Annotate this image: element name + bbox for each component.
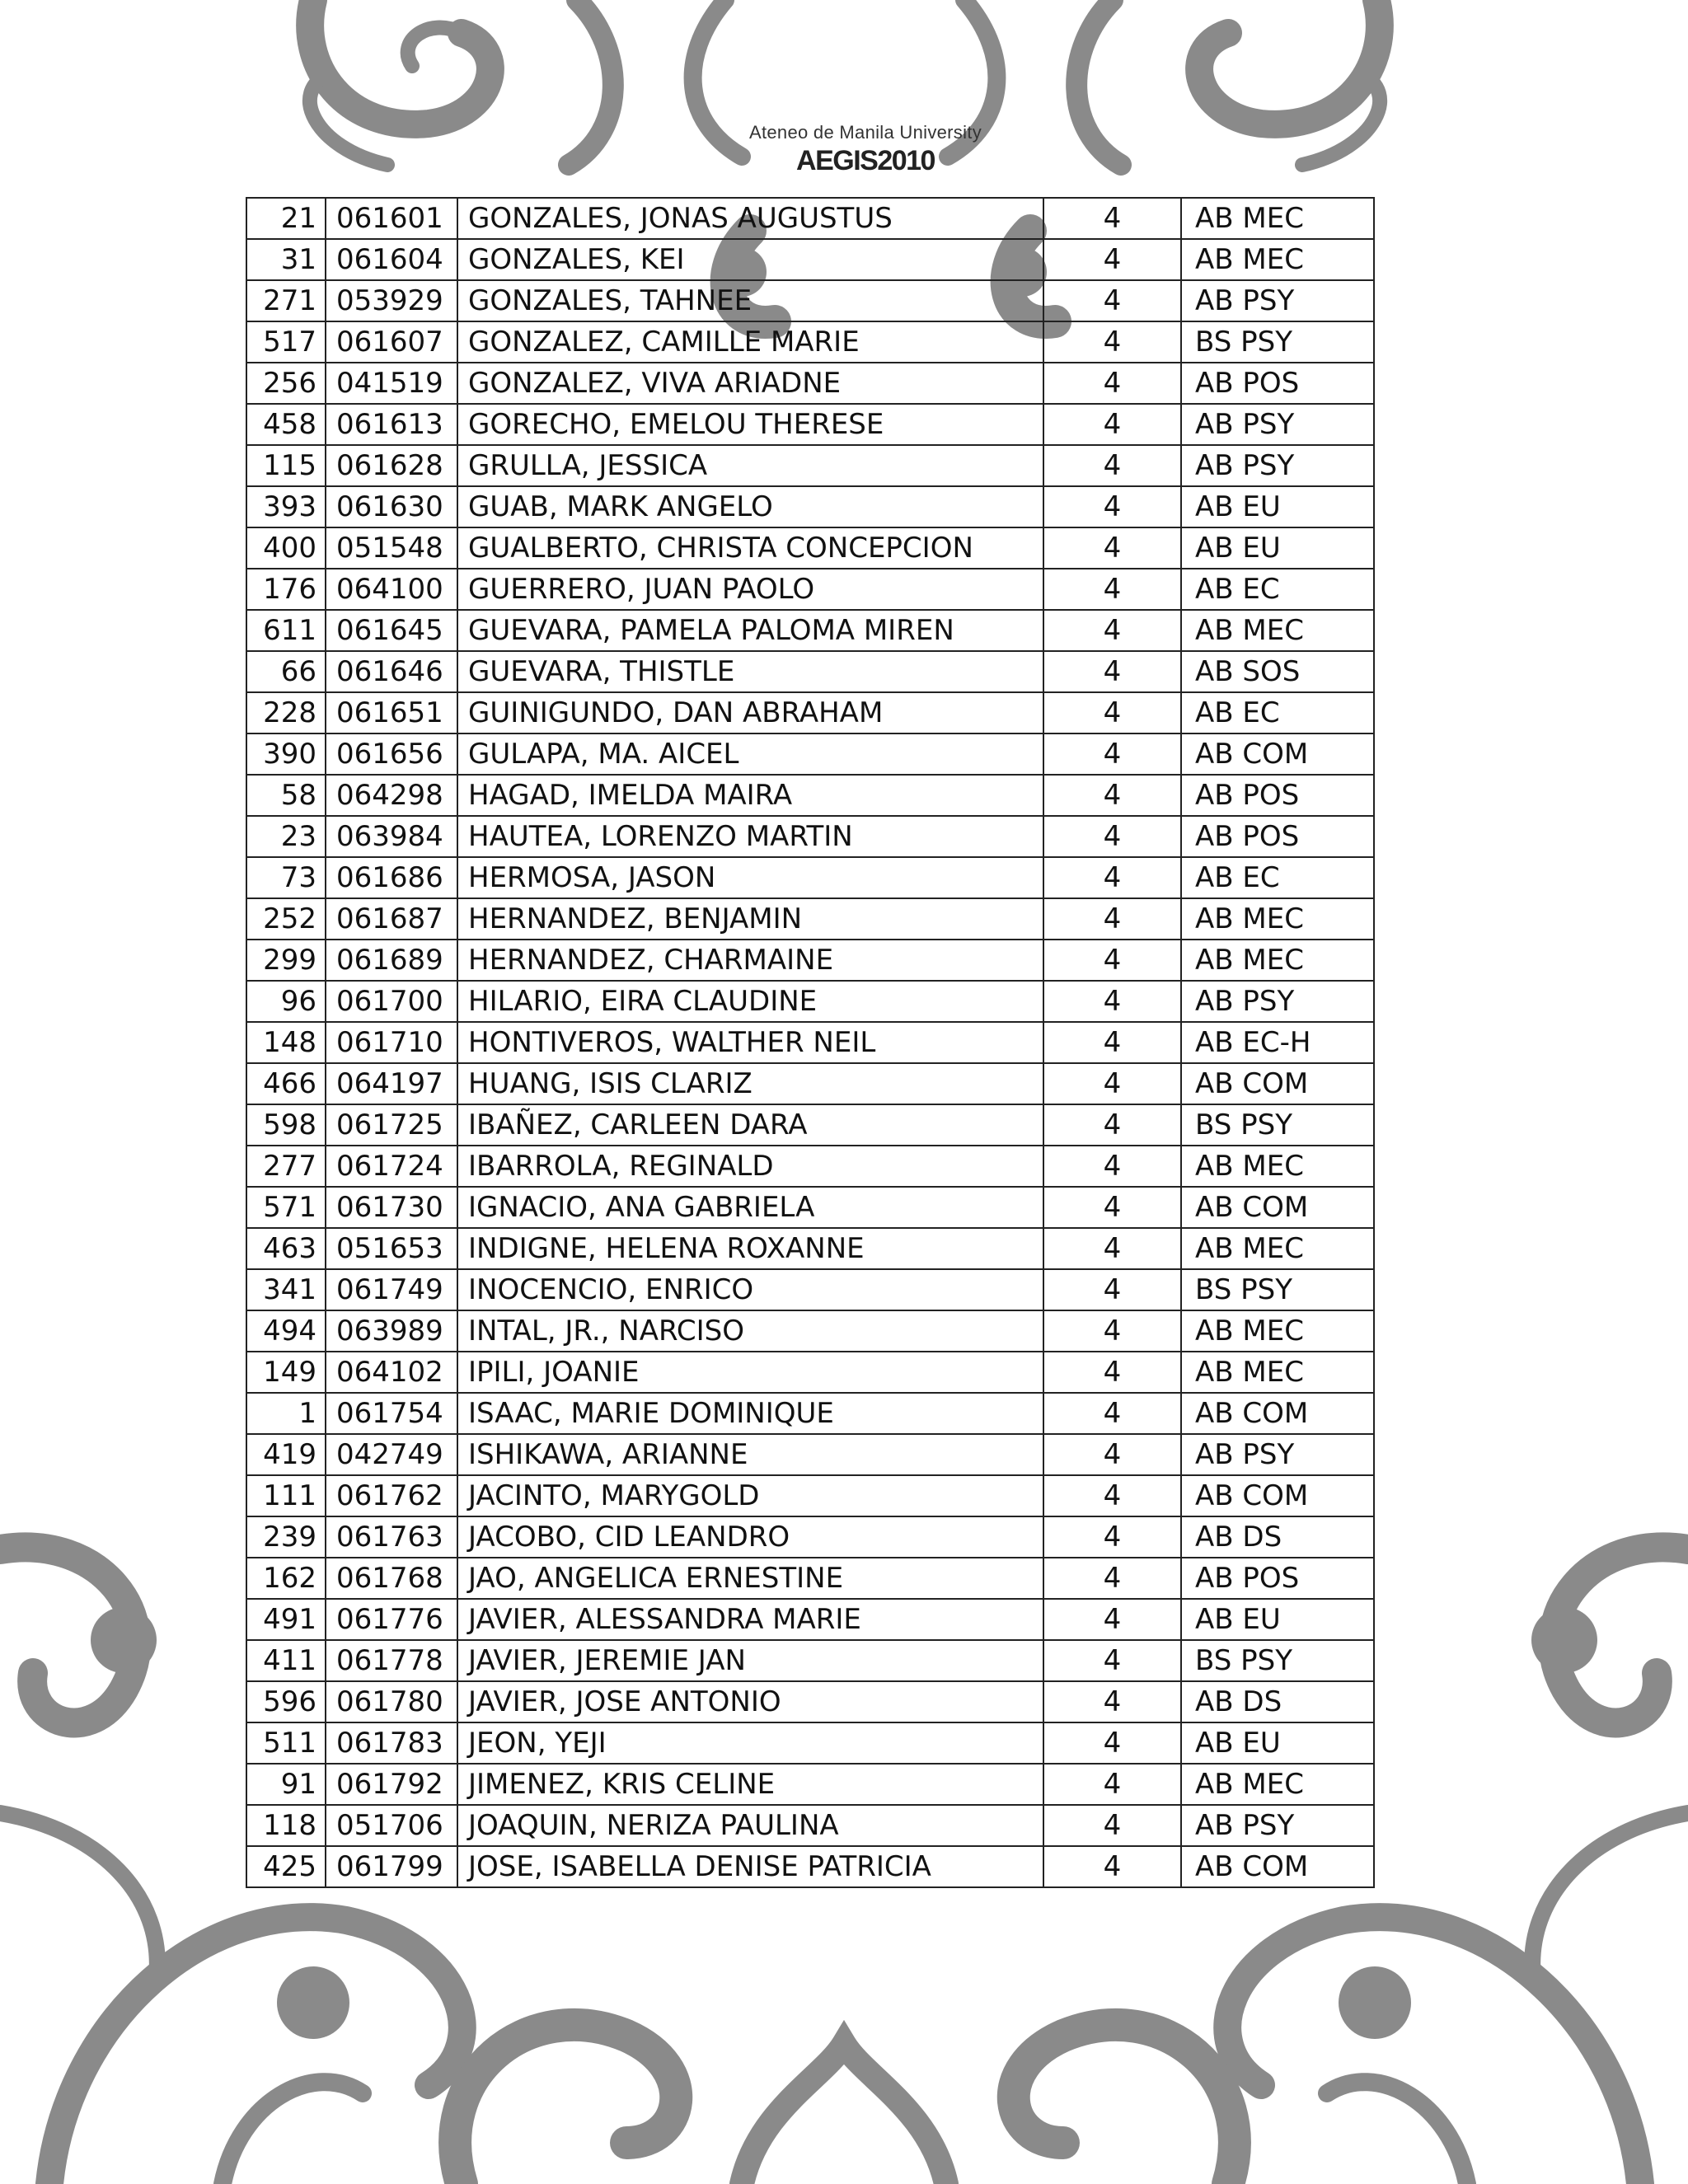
year-level-cell: 4 [1043,733,1181,775]
student-name-cell: HONTIVEROS, WALTHER NEIL [457,1022,1043,1063]
year-level-cell: 4 [1043,1681,1181,1722]
student-name-cell: ISAAC, MARIE DOMINIQUE [457,1393,1043,1434]
row-number-cell: 419 [246,1434,326,1475]
student-id-cell: 051548 [326,527,457,569]
year-level-cell: 4 [1043,404,1181,445]
student-id-cell: 061710 [326,1022,457,1063]
course-cell: AB DS [1181,1516,1374,1558]
row-number-cell: 118 [246,1805,326,1846]
student-name-cell: JAVIER, ALESSANDRA MARIE [457,1599,1043,1640]
year-level-cell: 4 [1043,1640,1181,1681]
student-name-cell: HAGAD, IMELDA MAIRA [457,775,1043,816]
table-row [246,1352,1374,1393]
student-id-cell: 064102 [326,1352,457,1393]
year-level-cell: 4 [1043,692,1181,733]
year-level-cell: 4 [1043,363,1181,404]
student-id-cell: 061607 [326,321,457,363]
course-cell: AB MEC [1181,1146,1374,1187]
course-cell: BS PSY [1181,321,1374,363]
table-row [246,569,1374,610]
year-level-cell: 4 [1043,940,1181,981]
student-name-cell: JEON, YEJI [457,1722,1043,1764]
row-number-cell: 511 [246,1722,326,1764]
student-name-cell: IBARROLA, REGINALD [457,1146,1043,1187]
year-level-cell: 4 [1043,1434,1181,1475]
student-name-cell: GRULLA, JESSICA [457,445,1043,486]
course-cell: AB EC-H [1181,1022,1374,1063]
student-name-cell: GONZALEZ, CAMILLE MARIE [457,321,1043,363]
row-number-cell: 571 [246,1187,326,1228]
table-row [246,404,1374,445]
year-level-cell: 4 [1043,321,1181,363]
student-id-cell: 061780 [326,1681,457,1722]
course-cell: AB PSY [1181,1805,1374,1846]
year-level-cell: 4 [1043,569,1181,610]
table-row [246,1228,1374,1269]
student-name-cell: INDIGNE, HELENA ROXANNE [457,1228,1043,1269]
course-cell: AB EC [1181,857,1374,898]
student-id-cell: 063984 [326,816,457,857]
student-name-cell: GUEVARA, PAMELA PALOMA MIREN [457,610,1043,651]
roster-body [246,198,1374,1887]
student-id-cell: 064100 [326,569,457,610]
student-name-cell: HAUTEA, LORENZO MARTIN [457,816,1043,857]
year-level-cell: 4 [1043,1393,1181,1434]
course-cell: AB MEC [1181,898,1374,940]
student-id-cell: 061646 [326,651,457,692]
student-name-cell: GUEVARA, THISTLE [457,651,1043,692]
table-row [246,1846,1374,1887]
table-row [246,651,1374,692]
student-name-cell: HERNANDEZ, BENJAMIN [457,898,1043,940]
student-id-cell: 061630 [326,486,457,527]
student-roster-table [246,197,1375,1888]
student-name-cell: JOSE, ISABELLA DENISE PATRICIA [457,1846,1043,1887]
student-id-cell: 041519 [326,363,457,404]
student-name-cell: GULAPA, MA. AICEL [457,733,1043,775]
row-number-cell: 491 [246,1599,326,1640]
year-level-cell: 4 [1043,527,1181,569]
course-cell: AB MEC [1181,1310,1374,1352]
row-number-cell: 228 [246,692,326,733]
course-cell: AB EU [1181,1599,1374,1640]
year-level-cell: 4 [1043,857,1181,898]
table-row [246,1104,1374,1146]
row-number-cell: 277 [246,1146,326,1187]
table-row [246,981,1374,1022]
table-row [246,486,1374,527]
student-id-cell: 064298 [326,775,457,816]
row-number-cell: 256 [246,363,326,404]
student-id-cell: 061724 [326,1146,457,1187]
table-row [246,527,1374,569]
course-cell: AB MEC [1181,610,1374,651]
row-number-cell: 341 [246,1269,326,1310]
course-cell: AB PSY [1181,981,1374,1022]
course-cell: AB POS [1181,816,1374,857]
table-row [246,1310,1374,1352]
row-number-cell: 1 [246,1393,326,1434]
table-row [246,1434,1374,1475]
row-number-cell: 271 [246,280,326,321]
year-level-cell: 4 [1043,816,1181,857]
table-row [246,363,1374,404]
table-row [246,1640,1374,1681]
student-name-cell: IGNACIO, ANA GABRIELA [457,1187,1043,1228]
row-number-cell: 91 [246,1764,326,1805]
student-id-cell: 061763 [326,1516,457,1558]
course-cell: AB COM [1181,733,1374,775]
student-id-cell: 061783 [326,1722,457,1764]
student-id-cell: 061776 [326,1599,457,1640]
student-id-cell: 061645 [326,610,457,651]
student-name-cell: HERNANDEZ, CHARMAINE [457,940,1043,981]
year-level-cell: 4 [1043,280,1181,321]
student-id-cell: 061651 [326,692,457,733]
row-number-cell: 463 [246,1228,326,1269]
student-id-cell: 061730 [326,1187,457,1228]
student-id-cell: 061792 [326,1764,457,1805]
row-number-cell: 466 [246,1063,326,1104]
course-cell: AB MEC [1181,1764,1374,1805]
student-id-cell: 061778 [326,1640,457,1681]
student-id-cell: 051706 [326,1805,457,1846]
table-row [246,239,1374,280]
year-level-cell: 4 [1043,198,1181,239]
student-id-cell: 063989 [326,1310,457,1352]
course-cell: AB EU [1181,1722,1374,1764]
row-number-cell: 176 [246,569,326,610]
year-level-cell: 4 [1043,651,1181,692]
row-number-cell: 299 [246,940,326,981]
course-cell: AB EU [1181,486,1374,527]
year-level-cell: 4 [1043,1310,1181,1352]
student-name-cell: GUALBERTO, CHRISTA CONCEPCION [457,527,1043,569]
row-number-cell: 494 [246,1310,326,1352]
course-cell: BS PSY [1181,1640,1374,1681]
student-name-cell: GONZALES, TAHNEE [457,280,1043,321]
course-cell: AB EC [1181,569,1374,610]
row-number-cell: 239 [246,1516,326,1558]
table-row [246,1681,1374,1722]
year-level-cell: 4 [1043,239,1181,280]
year-level-cell: 4 [1043,1146,1181,1187]
row-number-cell: 596 [246,1681,326,1722]
student-name-cell: JAVIER, JOSE ANTONIO [457,1681,1043,1722]
student-name-cell: JAO, ANGELICA ERNESTINE [457,1558,1043,1599]
row-number-cell: 162 [246,1558,326,1599]
student-name-cell: GORECHO, EMELOU THERESE [457,404,1043,445]
course-cell: AB PSY [1181,445,1374,486]
row-number-cell: 598 [246,1104,326,1146]
course-cell: AB PSY [1181,404,1374,445]
student-name-cell: HUANG, ISIS CLARIZ [457,1063,1043,1104]
year-level-cell: 4 [1043,445,1181,486]
year-level-cell: 4 [1043,1269,1181,1310]
student-id-cell: 061762 [326,1475,457,1516]
student-name-cell: ISHIKAWA, ARIANNE [457,1434,1043,1475]
student-id-cell: 061754 [326,1393,457,1434]
year-level-cell: 4 [1043,1022,1181,1063]
course-cell: AB MEC [1181,1352,1374,1393]
student-name-cell: GUINIGUNDO, DAN ABRAHAM [457,692,1043,733]
row-number-cell: 400 [246,527,326,569]
table-row [246,1063,1374,1104]
year-level-cell: 4 [1043,1475,1181,1516]
student-name-cell: JOAQUIN, NERIZA PAULINA [457,1805,1043,1846]
row-number-cell: 517 [246,321,326,363]
row-number-cell: 611 [246,610,326,651]
student-id-cell: 061601 [326,198,457,239]
row-number-cell: 390 [246,733,326,775]
course-cell: AB POS [1181,775,1374,816]
table-row [246,1187,1374,1228]
course-cell: AB DS [1181,1681,1374,1722]
year-level-cell: 4 [1043,1558,1181,1599]
table-row [246,1516,1374,1558]
student-name-cell: JIMENEZ, KRIS CELINE [457,1764,1043,1805]
row-number-cell: 66 [246,651,326,692]
course-cell: BS PSY [1181,1104,1374,1146]
course-cell: AB PSY [1181,1434,1374,1475]
row-number-cell: 111 [246,1475,326,1516]
table-row [246,898,1374,940]
student-id-cell: 061689 [326,940,457,981]
year-level-cell: 4 [1043,486,1181,527]
student-name-cell: HILARIO, EIRA CLAUDINE [457,981,1043,1022]
course-cell: AB COM [1181,1187,1374,1228]
course-cell: AB COM [1181,1475,1374,1516]
table-row [246,1146,1374,1187]
year-level-cell: 4 [1043,1104,1181,1146]
course-cell: AB POS [1181,363,1374,404]
table-row [246,1805,1374,1846]
student-name-cell: IPILI, JOANIE [457,1352,1043,1393]
student-name-cell: INTAL, JR., NARCISO [457,1310,1043,1352]
table-row [246,1022,1374,1063]
university-name: Ateneo de Manila University [748,122,982,143]
table-row [246,1722,1374,1764]
course-cell: AB PSY [1181,280,1374,321]
student-id-cell: 061686 [326,857,457,898]
student-name-cell: INOCENCIO, ENRICO [457,1269,1043,1310]
row-number-cell: 425 [246,1846,326,1887]
page-header [692,122,1039,188]
year-level-cell: 4 [1043,1228,1181,1269]
table-row [246,940,1374,981]
table-row [246,857,1374,898]
course-cell: AB SOS [1181,651,1374,692]
course-cell: AB COM [1181,1846,1374,1887]
row-number-cell: 31 [246,239,326,280]
row-number-cell: 73 [246,857,326,898]
year-level-cell: 4 [1043,1764,1181,1805]
year-level-cell: 4 [1043,1805,1181,1846]
student-name-cell: GONZALEZ, VIVA ARIADNE [457,363,1043,404]
student-id-cell: 061700 [326,981,457,1022]
year-level-cell: 4 [1043,1187,1181,1228]
course-cell: AB MEC [1181,239,1374,280]
table-row [246,610,1374,651]
year-level-cell: 4 [1043,1352,1181,1393]
student-id-cell: 061799 [326,1846,457,1887]
student-id-cell: 061687 [326,898,457,940]
student-id-cell: 053929 [326,280,457,321]
year-level-cell: 4 [1043,898,1181,940]
student-id-cell: 064197 [326,1063,457,1104]
table-row [246,733,1374,775]
year-level-cell: 4 [1043,1516,1181,1558]
year-level-cell: 4 [1043,775,1181,816]
student-name-cell: JACINTO, MARYGOLD [457,1475,1043,1516]
student-id-cell: 061604 [326,239,457,280]
row-number-cell: 21 [246,198,326,239]
course-cell: AB EC [1181,692,1374,733]
row-number-cell: 148 [246,1022,326,1063]
table-row [246,1269,1374,1310]
table-row [246,1475,1374,1516]
table-row [246,692,1374,733]
student-id-cell: 061613 [326,404,457,445]
year-level-cell: 4 [1043,610,1181,651]
student-name-cell: JAVIER, JEREMIE JAN [457,1640,1043,1681]
course-cell: AB EU [1181,527,1374,569]
student-name-cell: IBAÑEZ, CARLEEN DARA [457,1104,1043,1146]
year-level-cell: 4 [1043,1599,1181,1640]
year-level-cell: 4 [1043,1063,1181,1104]
row-number-cell: 96 [246,981,326,1022]
course-cell: AB MEC [1181,198,1374,239]
table-row [246,445,1374,486]
row-number-cell: 58 [246,775,326,816]
student-id-cell: 061768 [326,1558,457,1599]
year-level-cell: 4 [1043,981,1181,1022]
row-number-cell: 252 [246,898,326,940]
row-number-cell: 115 [246,445,326,486]
table-row [246,1764,1374,1805]
student-id-cell: 061628 [326,445,457,486]
course-cell: AB POS [1181,1558,1374,1599]
student-name-cell: HERMOSA, JASON [457,857,1043,898]
table-row [246,816,1374,857]
yearbook-logo: AEGIS2010 [796,145,935,176]
student-id-cell: 061656 [326,733,457,775]
student-id-cell: 042749 [326,1434,457,1475]
student-name-cell: GUERRERO, JUAN PAOLO [457,569,1043,610]
table-row [246,1599,1374,1640]
course-cell: AB COM [1181,1393,1374,1434]
row-number-cell: 149 [246,1352,326,1393]
table-row [246,775,1374,816]
table-row [246,280,1374,321]
row-number-cell: 393 [246,486,326,527]
row-number-cell: 458 [246,404,326,445]
year-level-cell: 4 [1043,1722,1181,1764]
student-name-cell: JACOBO, CID LEANDRO [457,1516,1043,1558]
course-cell: BS PSY [1181,1269,1374,1310]
row-number-cell: 411 [246,1640,326,1681]
student-id-cell: 051653 [326,1228,457,1269]
course-cell: AB MEC [1181,940,1374,981]
table-row [246,198,1374,239]
student-name-cell: GONZALES, KEI [457,239,1043,280]
table-row [246,1393,1374,1434]
row-number-cell: 23 [246,816,326,857]
student-name-cell: GONZALES, JONAS AUGUSTUS [457,198,1043,239]
table-row [246,1558,1374,1599]
table-row [246,321,1374,363]
student-id-cell: 061725 [326,1104,457,1146]
student-name-cell: GUAB, MARK ANGELO [457,486,1043,527]
year-level-cell: 4 [1043,1846,1181,1887]
course-cell: AB MEC [1181,1228,1374,1269]
student-id-cell: 061749 [326,1269,457,1310]
course-cell: AB COM [1181,1063,1374,1104]
